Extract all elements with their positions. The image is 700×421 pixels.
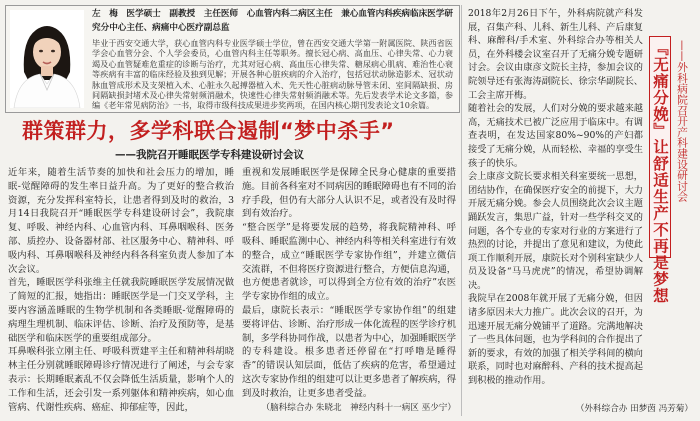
article-headline: 群策群力，多学科联合遏制“梦中杀手” bbox=[22, 119, 395, 143]
column-divider bbox=[461, 5, 462, 416]
article-subheadline: ——我院召开睡眠医学专科建设研讨会议 bbox=[115, 149, 304, 161]
report-column bbox=[468, 7, 643, 391]
doctor-profile-box bbox=[5, 5, 460, 113]
report-vertical-title: 『无痛分娩』让舒适生产不再是梦想 bbox=[651, 40, 669, 304]
report-paragraph: 我院早在2008年就开展了无痛分娩，但因诸多原因未大力推广。此次会议的召开，为迅速开展无痛分娩铺平了道路。完满地解决了一些具体问题，也为学科间的合作提出了新的要求，有效的加强了相关学科间的横向联系，同时也对麻醉科、产科的技术提高起到积极的推动作用。 bbox=[468, 293, 643, 387]
report-paragraph: 2018年2月26日下午，外科病院就产科发展，召集产科、儿科、新生儿科、产后康复科、麻醉科/手术室、外科综合办等相关人员，在外科楼会议室召开了无痛分娩专题研讨会。会议由康彦文院长主持，参加会议的院领导还有张海涛副院长、徐宗华副院长、工会主席开梅。 bbox=[468, 8, 643, 101]
doctor-bio-text: 毕业于西安交通大学，获心血管内科专业医学硕士学位，曾在西安交通大学第一附属医院、陕西省医学会心血管分会、个人学会委员，心血管内科主任等职务。擅长冠心病、高血压、心律失常、心力衰竭及心血管疑难危重症的诊断与治疗，尤其对冠心病、高血压心律失常、糖尿病心肌病、难治性心衰等疾病有丰富的临床经验及独到见解；开展各种心脏疾病的介入治疗，包括冠状动脉造影术、冠状动脉血管成形术及支架植入术、心脏永久起搏器植入术、先天性心脏病动脉导管未闭、室间隔缺损、房间隔缺损封堵术及心律失常射频消融术，快速性心律失常射频消融术等。先后发表学术论文多篇，参编《老年常见病防治》一书，取得市级科技成果进步奖两项，在国内核心期刊发表论文10余篇。 bbox=[92, 38, 453, 111]
report-title-block bbox=[649, 36, 693, 336]
article-paragraph: 最后，康院长表示：“睡眠医学专家协作组”的组建要将评估、诊断、治疗形成一体化流程的医学诊疗机制，多学科协同作战，以患者为中心，加强睡眠医学的专科建设。根多患者还停留在“打呼噜是睡得香”的错误认知层面，低估了疾病的危害，希望通过这次专家协作组的组建可以让更多患者了解疾病，得到及时救治，让更多患者受益。 bbox=[242, 304, 456, 399]
report-paragraph: 随着社会的发展，人们对分娩的要求越来越高，无痛技术已被广泛应用于临床中。有调查表明，在发达国家80%~90%的产妇都接受了无痛分娩，从而轻松、幸福的享受生孩子的快乐。 bbox=[468, 103, 643, 169]
article-column-1 bbox=[8, 166, 234, 416]
article-paragraph: 重视和发展睡眠医学是保障全民身心健康的重要措施。目前各科室对不同病因的睡眠障碍也有不同的治疗手段，但仍有大部分人认识不足，或者没有及时得到有效治疗。 bbox=[242, 167, 456, 220]
doctor-title-header: 左 梅 医学硕士 副教授 主任医师 心血管内科二病区主任 兼心血管内科疾病临床医学研究分中心主任、病痛中心医疗副总监 bbox=[92, 9, 453, 33]
article-paragraph: 近年来，随着生活节奏的加快和社会压力的增加，睡眠-觉醒障碍的发生率日益升高。为了更好的整合救治资源，充分发挥科室特长，让患者得到及时的救治，3月14日我院召开“睡眠医学专科建设研讨会”，我院康复、呼吸、神经内科、心血管内科、耳鼻咽喉科、医务部、质控办、设备器材部、社区服务中心、精神科、呼吸内科、耳鼻咽喉科及神经内科各科室负责人参加了本次会议。 bbox=[8, 167, 234, 275]
article-paragraph: “整合医学”是将要发展的趋势，将我院精神科、呼吸科、睡眠监测中心、神经内科等相关科室进行有效的整合，成立“睡眠医学专家协作组”，并建立微信交流群，不但将医疗资源进行整合，方便信息沟通，也方便患者就诊，可以得到全方位有效的治疗”农医学专家协作组的成立。 bbox=[242, 222, 456, 303]
article-byline: （脑科综合办 朱晓北 神经内科十一病区 巫少宁） bbox=[261, 403, 456, 413]
article-paragraph: 首先，睡眠医学科张维主任就我院睡眠医学发展情况做了简短的汇报，她指出：睡眠医学是一门交叉学科，主要内容涵盖睡眠的生物学机制和各类睡眠-觉醒障碍的病理生理机制、临床评估、诊断、治疗及预防等，是基础医学和临床医学的重要组成部分。 bbox=[8, 277, 234, 344]
report-paragraph: 会上康彦文院长要求相关科室要统一思想，团结协作，在确保医疗安全的前提下，大力开展无痛分娩。参会人员围绕此次会议主题踊跃发言，集思广益，针对一些学科交叉的问题，各个专业的专家对行业的方案进行了热烈的讨论，并提出了意见和建议，为使此项工作顺利开展，康院长对个别科室缺少人员及设备“马马虎虎”的情况，希望协调解决。 bbox=[468, 171, 643, 291]
report-vertical-subtitle: ——外科病院召开产科建设研讨会 bbox=[676, 40, 689, 202]
article-paragraph: 耳鼻喉科张立刚主任、呼吸科贾建平主任和精神科胡晓林主任分别就睡眠障碍诊疗情况进行了阐述，与会专家表示：长期睡眠紊乱不仅会降低生活质量，影响个人的工作和生活，还会引发一系列躯体和精神疾病，如心血管病、代谢性疾病、癌症、抑郁症等，因此， bbox=[8, 346, 234, 413]
doctor-portrait-photo bbox=[10, 10, 84, 108]
article-column-2 bbox=[242, 166, 456, 400]
report-byline: （外科综合办 田梦茵 冯芳菊） bbox=[575, 404, 693, 414]
